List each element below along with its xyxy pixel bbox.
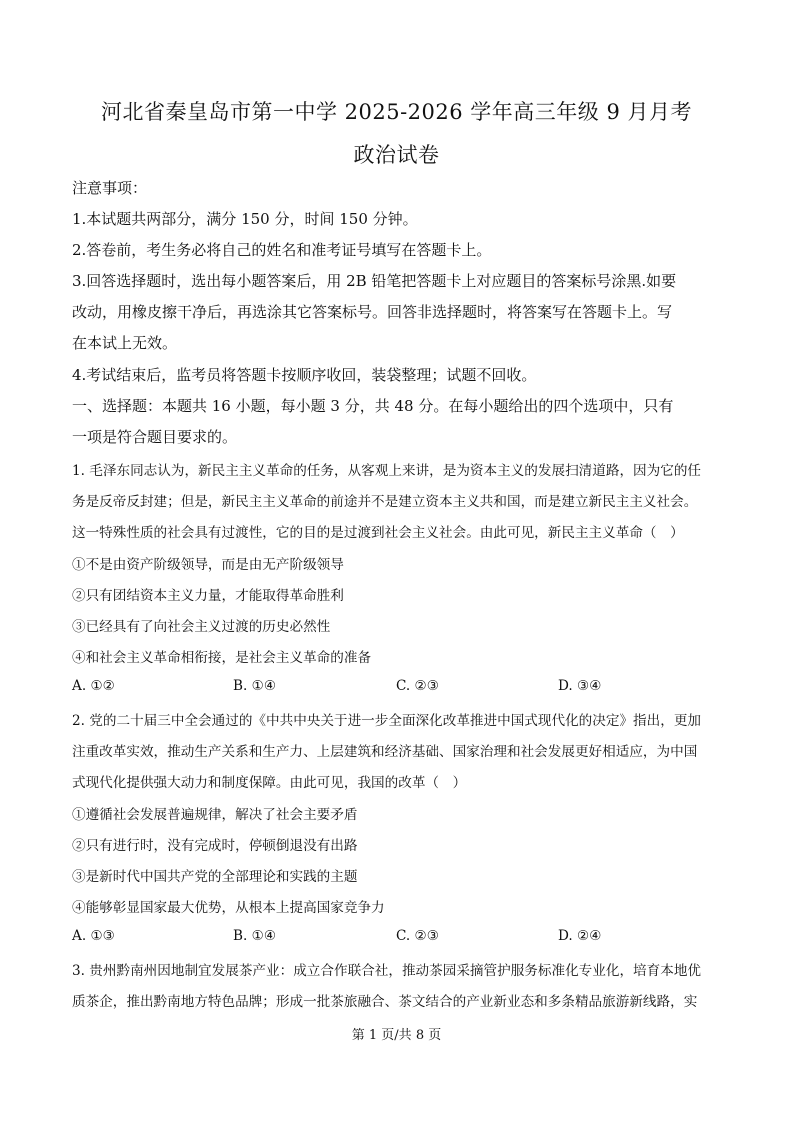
notes-heading: 注意事项： [72,179,148,197]
section-intro-cont: 一项是符合题目要求的。 [72,428,238,446]
question-1-statement-3: ③已经具有了向社会主义过渡的历史必然性 [72,619,331,635]
note-item-4: 4.考试结束后，监考员将答题卡按顺序收回，装袋整理；试题不回收。 [72,366,537,384]
question-3-stem: 3. 贵州黔南州因地制宜发展茶产业：成立合作联合社，推动茶园采摘管护服务标准化专业化，培育本地优 [72,963,702,979]
question-1-stem: 1. 毛泽东同志认为，新民主主义革命的任务，从客观上来讲，是为资本主义的发展扫清道路，因为它的任 [72,463,702,479]
note-item-3-cont: 改动，用橡皮擦干净后，再选涂其它答案标号。回答非选择题时，将答案写在答题卡上。写 [72,303,673,321]
question-2-option-a: A. ①③ [72,928,115,944]
question-1-statement-2: ②只有团结资本主义力量，才能取得革命胜利 [72,588,344,604]
section-intro: 一、选择题：本题共 16 小题，每小题 3 分，共 48 分。在每小题给出的四个选项中，只有 [72,397,674,415]
question-2-statement-4: ④能够彰显国家最大优势，从根本上提高国家竞争力 [72,900,385,916]
exam-title: 河北省秦皇岛市第一中学 2025-2026 学年高三年级 9 月月考 [100,100,693,124]
question-1-option-b: B. ①④ [233,678,277,694]
question-1-stem-2: 务是反帝反封建；但是，新民主主义革命的前途并不是建立资本主义共和国，而是建立新民主主义社会。 [72,494,698,510]
note-item-3: 3.回答选择题时，选出每小题答案后，用 2B 铅笔把答题卡上对应题目的答案标号涂黑.如要 [72,272,677,290]
note-item-1: 1.本试题共两部分，满分 150 分，时间 150 分钟。 [72,210,418,228]
question-2-statement-1: ①遵循社会发展普遍规律，解决了社会主要矛盾 [72,807,358,823]
question-2-option-d: D. ②④ [558,928,602,944]
page-number: 第 1 页/共 8 页 [351,1028,442,1043]
note-item-2: 2.答卷前，考生务必将自己的姓名和准考证号填写在答题卡上。 [72,241,492,259]
question-2-option-b: B. ①④ [233,928,277,944]
question-2-statement-3: ③是新时代中国共产党的全部理论和实践的主题 [72,869,358,885]
question-3-stem-2: 质茶企，推出黔南地方特色品牌；形成一批茶旅融合、茶文结合的产业新业态和多条精品旅游新线路，实 [72,994,698,1010]
question-1-statement-4: ④和社会主义革命相衔接，是社会主义革命的准备 [72,650,372,666]
question-1-option-a: A. ①② [72,678,115,694]
question-2-stem-2: 注重改革实效，推动生产关系和生产力、上层建筑和经济基础、国家治理和社会发展更好相适应，为中国 [72,744,698,760]
question-2-statement-2: ②只有进行时，没有完成时，停顿倒退没有出路 [72,838,358,854]
note-item-3-end: 在本试上无效。 [72,334,178,352]
question-2-stem-3: 式现代化提供强大动力和制度保障。由此可见，我国的改革（ ） [72,775,467,791]
question-1-option-d: D. ③④ [558,678,602,694]
question-1-option-c: C. ②③ [396,678,439,694]
question-1-statement-1: ①不是由资产阶级领导，而是由无产阶级领导 [72,557,344,573]
exam-subject: 政治试卷 [353,143,440,167]
question-1-stem-3: 这一特殊性质的社会具有过渡性，它的目的是过渡到社会主义社会。由此可见，新民主主义革命（ ） [72,525,684,541]
question-2-option-c: C. ②③ [396,928,439,944]
question-2-stem: 2. 党的二十届三中全会通过的《中共中央关于进一步全面深化改革推进中国式现代化的决定》指出，更加 [72,713,702,729]
